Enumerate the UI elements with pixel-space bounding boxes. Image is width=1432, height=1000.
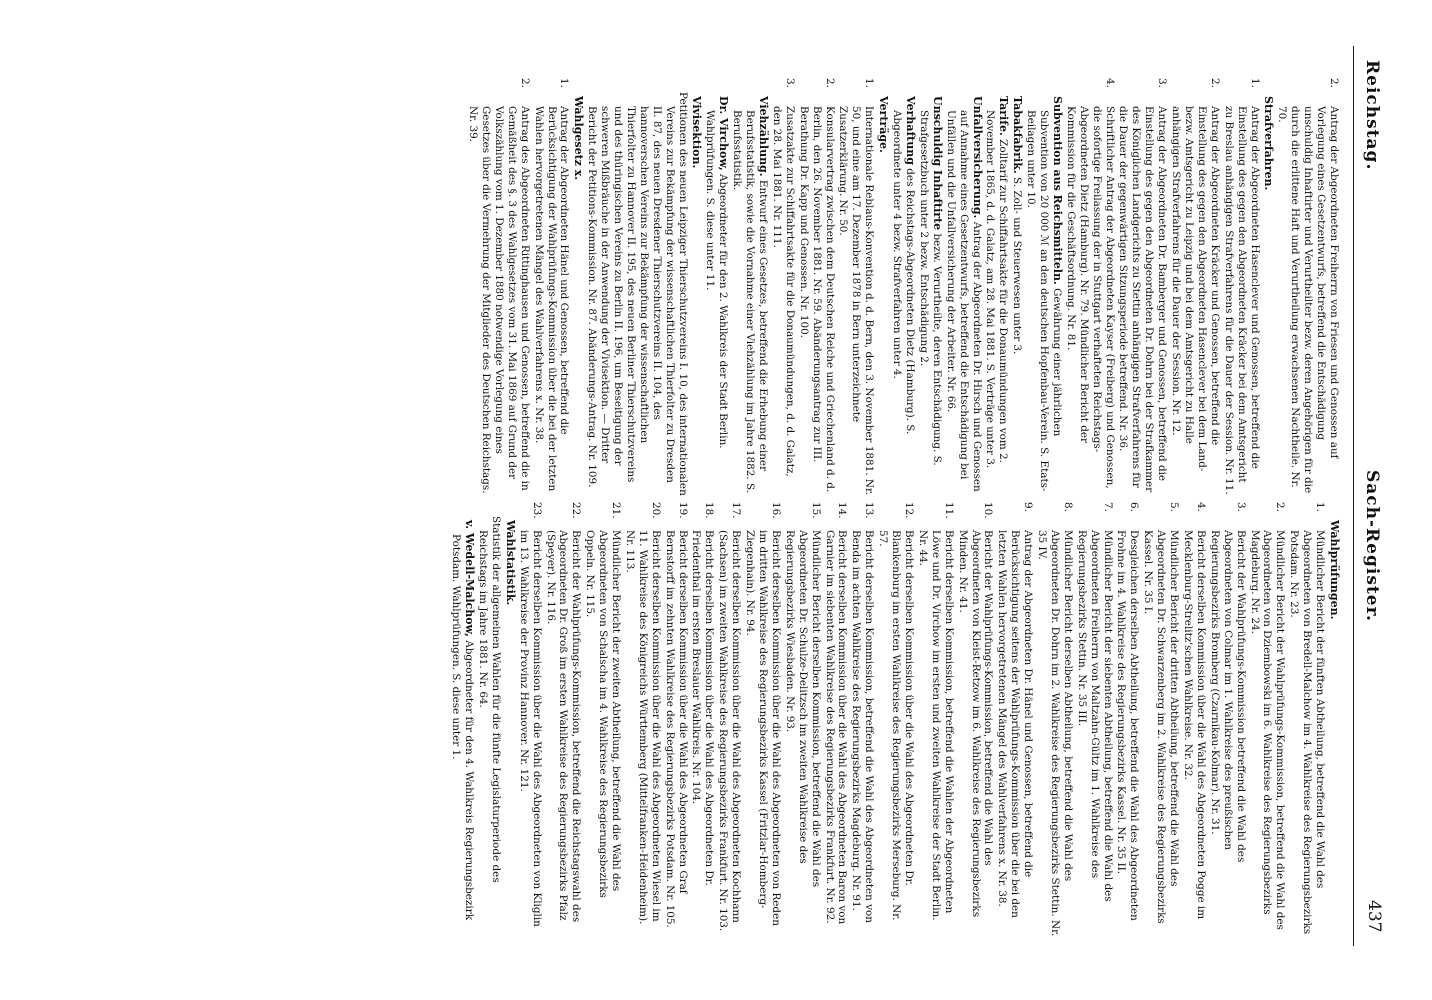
register-heading xyxy=(690,96,703,496)
entry-number: 2. xyxy=(1328,78,1340,88)
register-heading xyxy=(944,96,983,496)
heading-inline-text: Abgeordneter für den 4. Wahlkreis Regierungsbezirk Potsdam. Wahlprüfungen. S. diese unter 1. xyxy=(450,534,476,920)
entry-number: 1. xyxy=(1314,502,1327,512)
register-heading xyxy=(1262,96,1275,496)
entry-number: 11. xyxy=(942,502,955,519)
entry-number: 5. xyxy=(1168,502,1181,512)
entry-number: 6. xyxy=(1128,502,1141,512)
register-heading xyxy=(1010,96,1023,496)
entry-text: Mündlicher Bericht derselben Kommission, betreffend die Wahl des Abgeordneten Dr. Schulze-Delitzsch im zweiten Wahlkreise des Regierungsbezirks Wiesbaden. Nr. 93. xyxy=(783,530,822,888)
entry-number: 21. xyxy=(610,502,623,519)
entry-text: Bericht derselben Kommission über die Wahl des Abgeordneten Dr. Blankenburg im ersten Wahlkreise des Regierungsbezirks Merseburg. Nr. 57. xyxy=(877,530,915,921)
entry-number: 3. xyxy=(1156,78,1169,88)
entry-text: Bericht derselben Kommission über die Wahl des Abgeordneten Wiesel im 11. Wahlkreise des Königreichs Württemberg (Mittelfranken-Heidenheim). Nr. 113. xyxy=(623,530,662,925)
heading-inline-text: des Reichstags-Abgeordneten Dietz (Hamburg). S. Abgeordnete unter 4 bezw. Strafverfahren unter 4. xyxy=(891,110,916,435)
left-running-title: Reichstag. xyxy=(1362,60,1382,171)
entry-text: Antrag der Abgeordneten Dr. Hänel und Genossen, betreffend die Berücksichtigung seitens der Wahlprüfungs-Kommission über die bei den letzten Wahlen hervorgetretenen Mängel des Wahlverfahrens x. Nr. 38. xyxy=(996,530,1035,918)
register-heading xyxy=(876,96,889,496)
register-heading xyxy=(503,520,516,940)
entry-text: Antrag der Abgeordneten Kräcker und Genossen, betreffend die Einstellung des gegen den Abgeordneten Hasenclever bei dem Land- bezw. Amtsgericht zu Leipzig und bei dem Amtsgericht zu Halle anhängigen Strafverfahrens für die Dauer der Session. Nr. 12. xyxy=(1170,106,1221,472)
entry-text: Mündlicher Bericht der Wahlprüfungs-Kommission, betreffend die Wahl des Abgeordneten von Dziembowski im 6. Wahlkreise des Regierungsbezirks Magdeburg. Nr. 24. xyxy=(1248,530,1287,930)
entry-text: Bericht derselben Kommission über die Wahl des Abgeordneten von Kliglin im 13. Wahlkreise der Provinz Hannover. Nr. 121. xyxy=(517,530,543,927)
register-entry xyxy=(1064,78,1116,496)
register-entry xyxy=(1075,502,1114,940)
register-entry xyxy=(837,78,876,496)
register-entry xyxy=(532,78,571,496)
entry-number: 3. xyxy=(1234,502,1247,512)
register-entry xyxy=(1117,78,1169,496)
entry-text: Bericht derselben Kommission über die Wahl des Abgeordneten Pogge im Mecklenburg-Strelitz'schen Wahlkreise. Nr. 32. xyxy=(1182,530,1207,920)
entry-text: Internationale Reblaus-Konvention d. d. Bern, den 3. November 1881. Nr. 50, und eine am 17. Dezember 1878 in Bern unterzeichnete Zusatzerklärung. Nr. 50. xyxy=(837,106,876,496)
register-entry xyxy=(466,78,531,496)
entry-text: Mündlicher Bericht der siebenten Abtheilung, betreffend die Wahl des Abgeordneten Freiherrn von Maltzahn-Gültz im 1. Wahlkreise des Regierungsbezirks Stettin. Nr. 35 III. xyxy=(1075,530,1114,902)
entry-number: 19. xyxy=(676,502,689,519)
register-entry xyxy=(743,502,782,940)
register-heading xyxy=(984,96,1010,496)
entry-text: Bericht derselben Kommission über die Wahl des Abgeordneten Kochhann (Sachsen) im zweiten Wahlkreise des Regierungsbezirks Frankfurt. Nr. 103. xyxy=(717,530,743,932)
page-number: 437 xyxy=(1364,900,1384,933)
heading-text: Tarife. xyxy=(997,96,1011,136)
heading-inline-text: Zolltarif zur Schiffahrtsakte für die Donaumündungen vom 2. November 1865, d. d. Galatz, am 28. Mai 1881. S. Verträge unter 3. xyxy=(984,110,1010,469)
register-entry xyxy=(716,502,743,940)
heading-text: Verträge. xyxy=(877,96,891,153)
entry-text: Bericht derselben Kommission, betreffend die Wahl des Abgeordneten von Benda im achten Wahlkreise des Regierungsbezirks Magdeburg. Nr. 91. xyxy=(850,530,876,923)
middle-running-title: Sach-Register. xyxy=(1362,470,1382,622)
entry-number: 3. xyxy=(783,78,796,88)
register-heading xyxy=(890,96,916,496)
register-entry xyxy=(517,502,543,940)
heading-inline-text: Gewährung einer jährlichen Subvention von 20 000 ℳ an den deutschen Hopfenbau-Verein. S. Etats-Beilagen unter 10. xyxy=(1025,110,1063,492)
register-entry xyxy=(1208,502,1247,940)
entry-number: 4. xyxy=(1103,78,1116,88)
heading-inline-text: Abgeordneter für den 2. Wahlkreis der Stadt Berlin. Wahlprüfungen. S. diese unter 11. xyxy=(704,110,730,449)
entry-text: Zusatzakte zur Schiffahrtsakte für die Donaumündungen, d. d. Galatz, den 28. Mai 1881. Nr. 111. xyxy=(770,106,796,477)
entry-text: Bericht derselben Kommission über die Wahl des Abgeordneten Dr. Friedenthal im ersten Breslauer Wahlkreis. Nr. 104. xyxy=(690,530,716,886)
entry-text: Antrag des Abgeordneten Rittinghausen und Genossen, betreffend die in Gemäßheit des §. 3 des Wahlgesetzes vom 31. Mai 1869 auf Grund der Volkszählung vom 1. Dezember 1880 notwendige Vorlegung eines Gesetzes über die Vermehrung der Mitglieder des Deutschen Reichstags. Nr. 39. xyxy=(467,106,531,494)
register-entry xyxy=(1169,78,1221,496)
entry-text: Bericht derselben Kommission über die Wahl des Abgeordneten von Reden im dritten Wahlkreise des Regierungsbezirks Kassel (Fritzlar-Homberg-Ziegenhain). Nr. 94. xyxy=(744,530,782,926)
entry-text: Mündlicher Bericht der fünften Abtheilung, betreffend die Wahl des Abgeordneten von Bredell-Malchow im 4. Wahlkreise des Regierungsbezirks Potsdam. Nr. 23. xyxy=(1288,530,1327,935)
register-entry xyxy=(876,502,915,940)
register-entry xyxy=(1222,78,1261,496)
entry-number: 15. xyxy=(809,502,822,519)
register-entry xyxy=(1248,502,1287,940)
heading-text: Dr. Virchow, xyxy=(717,96,731,171)
entry-text: Bericht derselben Kommission über die Wahl des Abgeordneten Graf Bernstorff im zehnten Wahlkreise des Regierungsbezirks Potsdam. Nr. 105. xyxy=(663,530,689,928)
entry-number: 8. xyxy=(1061,502,1074,512)
entry-number: 13. xyxy=(863,502,876,519)
heading-inline-text: Entwurf eines Gesetzes, betreffend die Erhebung einer Berufsstatistik, sowie die Vornahme einer Viehzählung im Jahre 1882. S. Berufsstatistik. xyxy=(731,110,770,494)
register-entry xyxy=(1275,78,1340,496)
heading-text: v. Wedell-Malchow, xyxy=(463,520,477,637)
register-entry xyxy=(797,78,836,496)
entry-number: 20. xyxy=(649,502,662,519)
entry-number: 2. xyxy=(1274,502,1287,512)
entry-number: 1. xyxy=(558,78,571,88)
register-entry xyxy=(544,502,583,940)
entry-text: Antrag der Abgeordneten Hasenclever und Genossen, betreffend die Einstellung des gegen den Abgeordneten Kräcker bei dem Amtsgericht zu Breslau anhängigen Strafverfahrens für die Dauer der Session. Nr. 11. xyxy=(1222,106,1261,495)
entry-number: 4. xyxy=(1194,502,1207,512)
register-paragraph: Statistik der allgemeinen Wahlen für die fünfte Legislaturperiode des Reichstags im Jahre 1881. Nr. 64. xyxy=(477,516,502,883)
heading-text: Wahlstatistik. xyxy=(503,520,517,606)
register-entry xyxy=(995,502,1035,940)
entry-text: Desgleichen derselben Abtheilung, betreffend die Wahl des Abgeordneten Frohne im 4. Wahlkreise des Regierungsbezirks Kassel. Nr. 35 II. xyxy=(1115,530,1141,921)
register-heading xyxy=(917,96,943,496)
entry-text: Antrag der Abgeordneten Hänel und Genossen, betreffend die Berücksichtigung der Wahlprüfungs-Kommission über die bei der letzten Wahlen hervorgetretenen Mängel des Wahlverfahrens x. Nr. 38. xyxy=(532,106,571,492)
heading-text: Wahlprüfungen. xyxy=(1328,520,1341,620)
entry-number: 17. xyxy=(730,502,743,519)
entry-number: 2. xyxy=(518,78,531,88)
register-heading xyxy=(1024,96,1063,496)
register-entry xyxy=(823,502,849,940)
entry-number: 23. xyxy=(530,502,543,519)
register-entry xyxy=(916,502,955,940)
register-entry xyxy=(783,502,822,940)
entry-number: 2. xyxy=(1208,78,1221,88)
entry-text: Schriftlicher Antrag der Abgeordneten Kayser (Freiberg) und Genossen, die sofortige Freilassung der in Stuttgart verhafteten Reichstags-Abgeordneten Dietz (Hamburg). Nr. 79. Mündlicher Bericht der Kommission für die Geschäftsordnung. Nr. 81. xyxy=(1064,106,1116,489)
header-rule xyxy=(1353,46,1354,946)
entry-text: Mündlicher Bericht der dritten Abtheilung, betreffend die Wahl des Abgeordneten Dr. Schwarzenberg im 2. Wahlkreise des Regierungsbezirks Kassel. Nr. 35 I. xyxy=(1142,530,1181,924)
register-entry xyxy=(849,502,876,940)
register-heading xyxy=(571,96,584,496)
register-heading xyxy=(1327,520,1340,940)
right-column xyxy=(448,502,1341,940)
entry-number: 10. xyxy=(982,502,995,519)
heading-inline-text: Antrag der Abgeordneten Dr. Hirsch und Genossen auf Annahme eines Gesetzentwurfs, betreffend die Entschädigung bei Unfällen und die Unfallversicherung der Arbeiter. Nr. 66. xyxy=(944,110,983,492)
register-heading xyxy=(704,96,730,496)
heading-text: Verhaftung xyxy=(904,96,917,165)
register-heading xyxy=(449,520,475,940)
heading-inline-text: S. Zoll- und Steuerwesen unter 3. xyxy=(1011,177,1024,355)
register-entry xyxy=(1287,502,1327,940)
entry-text: Bericht derselben Kommission, betreffend die Wahlen der Abgeordneten Löwe und Dr. Virchow im ersten und zweiten Wahlkreise der Stadt Berlin. Nr. 44. xyxy=(916,530,955,921)
heading-inline-text: bezw. Verurtheilte, deren Entschädigung. S. Strafgesetzbuch unter 2 bezw. Entschädigung 2. xyxy=(917,110,943,466)
entry-number: 7. xyxy=(1101,502,1114,512)
digitization-footer xyxy=(1412,60,1428,960)
register-entry xyxy=(1115,502,1141,940)
entry-number: 1. xyxy=(863,78,876,88)
entry-number: 22. xyxy=(570,502,583,519)
entry-text: Konsularvertrag zwischen dem Deutschen Reiche und Griechenland d. d. Berlin, den 26. November 1881. Nr. 59. Abänderungsantrag zur III. Berathung Dr. Kapp und Genossen. Nr. 100. xyxy=(797,106,836,493)
entry-text: Bericht der Wahlprüfungs-Kommission, betreffend die Wahl des Abgeordneten von Kleist-Retzow im 6. Wahlkreise des Regierungsbezirks Minden. Nr. 41. xyxy=(956,530,995,918)
register-entry xyxy=(956,502,995,940)
heading-text: Vivisektion. xyxy=(690,96,704,169)
register-entry xyxy=(1035,502,1074,940)
entry-text: Mündlicher Bericht der zweiten Abtheilung, betreffend die Wahl des Abgeordneten von Schalscha im 4. Wahlkreise des Regierungsbezirks Oppeln. Nr. 115. xyxy=(584,530,623,898)
entry-number: 14. xyxy=(836,502,849,519)
heading-text: Tabakfabrik. xyxy=(1011,96,1025,174)
heading-text: Unfallversicherung. xyxy=(970,96,984,219)
entry-number: 12. xyxy=(903,502,915,519)
entry-text: Bericht der Wahlprüfungs-Kommission, betreffend die Reichstagswahl des Abgeordneten Dr. Groß im ersten Wahlkreise des Regierungsbezirks Pfalz (Speyer). Nr. 116. xyxy=(544,530,583,923)
entry-text: Bericht derselben Kommission über die Wahl des Abgeordneten Baron von Garnier im siebenten Wahlkreise des Regierungsbezirks Frankfurt. Nr. 92. xyxy=(823,530,849,925)
register-entry xyxy=(1141,502,1181,940)
entry-text: Antrag der Abgeordneten Dr. Bamberger und Genossen, betreffend die Einstellung des gegen den Abgeordneten Dr. Dohrn bei der Strafkammer des Königlichen Landgerichts zu Stettin anhängigen Strafverfahrens für die Dauer der gegenwärtigen Sitzungsperiode betreffend. Nr. 36. xyxy=(1117,106,1169,493)
left-column xyxy=(465,78,1340,496)
entry-number: 16. xyxy=(769,502,782,519)
register-entry xyxy=(1181,502,1207,940)
register-entry xyxy=(583,502,623,940)
heading-text: Viehzählung. xyxy=(757,96,771,177)
heading-text: Wahlgesetz x. xyxy=(572,96,586,181)
entry-text: Mündlicher Bericht derselben Abtheilung, betreffend die Wahl des Abgeordneten Dr. Dohrn im 2. Wahlkreise des Regierungsbezirks Stettin. Nr. 35 IV. xyxy=(1036,530,1074,937)
entry-number: 2. xyxy=(823,78,836,88)
entry-text: Antrag der Abgeordneten Freiherrn von Friesen und Genossen auf Vorlegung eines Gesetzentwurfs, betreffend die Entschädigung unschuldig Inhaftirter und Verurtheilter bezw. deren Angehörigen für die durch die erlittene Haft und Verurtheilung erwachsenen Nachtheile. Nr. 70. xyxy=(1276,106,1340,494)
heading-text: Unschuldig Inhaftirte xyxy=(930,96,944,231)
entry-number: 9. xyxy=(1022,502,1035,512)
entry-text: Bericht der Wahlprüfungs-Kommission betreffend die Wahl des Abgeordneten von Colmar im 1. Wahlkreise des preußischen Regierungsbezirks Bromberg (Czarnikau-Kolmar). Nr. 31. xyxy=(1208,530,1247,863)
heading-text: Strafverfahren. xyxy=(1262,96,1276,191)
register-entry xyxy=(690,502,716,940)
register-entry xyxy=(770,78,796,496)
entry-number: 18. xyxy=(703,502,716,519)
heading-text: Subvention aus Reichsmitteln. xyxy=(1050,96,1064,285)
entry-number: 1. xyxy=(1248,78,1261,88)
register-entry xyxy=(663,502,689,940)
register-paragraph: Petitionen des neuen Leipziger Thierschutzvereins I. 10, des internationalen Vereins zur Bekämpfung der wissenschaftlichen Thierfolter zu Dresden II. 87, des neuen Dresdener Thierschutzvereins II. 104, des hannoverschen Vereins zur Bekämpfung der wissenschaftlichen Thierfolter zu Hannover II. 195, des neuen Berliner Thierschutzvereins und des thüringischen Vereins zu Berlin II. 196, um Beseitigung der schweren Mißbräuche in der Anwendung der Vivisektion. — Dritter Bericht der Petitions-Kommission. Nr. 87. Abänderungs-Antrag. Nr. 109. xyxy=(586,92,689,496)
register-heading xyxy=(730,96,769,496)
register-entry xyxy=(623,502,662,940)
